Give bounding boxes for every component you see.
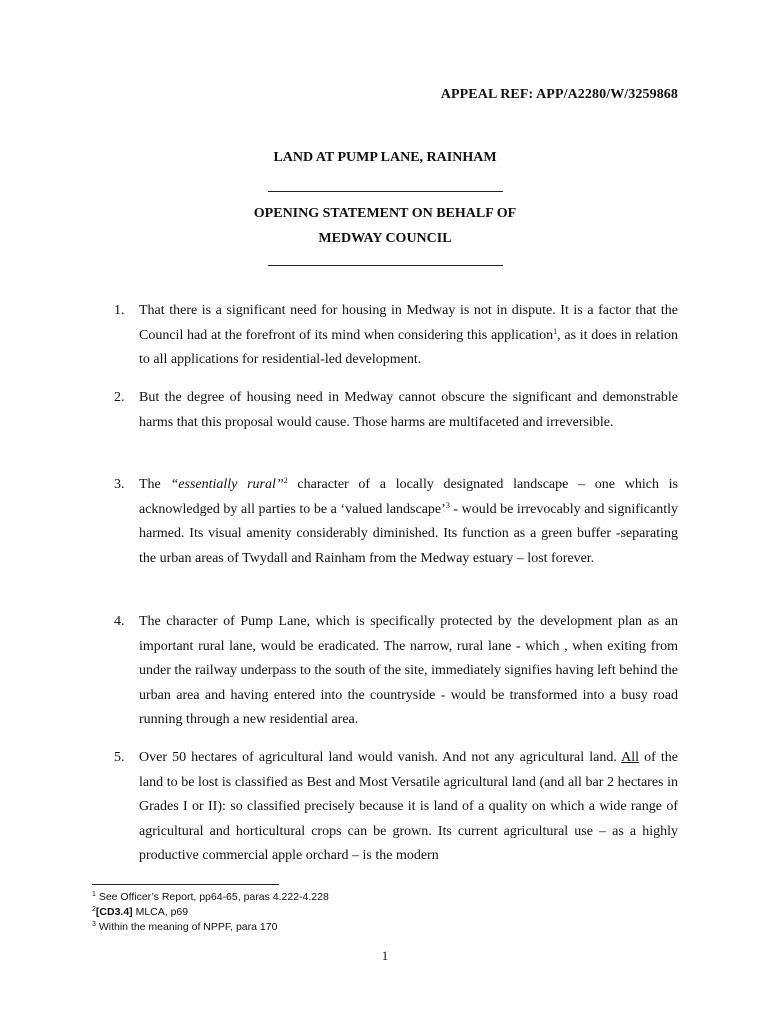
paragraph-2	[92, 386, 678, 435]
footnote-1: $^1$ See Officer’s Report, pp64-65, paras 4.222-4.228	[92, 891, 329, 903]
statement-title-line-2: MEDWAY COUNCIL	[318, 231, 452, 246]
statement-title-line-1: OPENING STATEMENT ON BEHALF OF	[253, 206, 517, 221]
paragraph-number: 3.	[114, 477, 125, 492]
page-number: 1	[381, 948, 389, 963]
footnote-3: $^3$ Within the meaning of NPPF, para 170	[92, 921, 278, 933]
footnote-ref: 1	[553, 326, 558, 336]
paragraph-3	[92, 473, 678, 571]
paragraph-text: But the degree of housing need in Medway cannot obscure the significant and demonstrable harms that this proposal would cause. Those harms are multifaceted and irreversible.	[139, 390, 678, 430]
site-title: LAND AT PUMP LANE, RAINHAM	[273, 150, 497, 165]
underlined-word: All	[621, 750, 640, 765]
paragraph-text: The “essentially rural”$^2$ character of a locally designated landscape – one which is acknowledged by all parties to be a ‘valued landscape’$^3$ - would be irrevocably and significantly harmed. Its visual amenity considerably diminished. Its function as a green buffer -separating the urban areas of Twydall and Rainham from the Medway estuary – lost forever.	[139, 476, 678, 566]
footnotes	[92, 890, 682, 935]
quoted-phrase: “essentially rural”	[170, 477, 284, 492]
title-divider-top	[268, 191, 503, 192]
footnote-2: $^2$[CD3.4] MLCA, p69	[92, 906, 189, 918]
paragraph-text: That there is a significant need for housing in Medway is not in dispute. It is a factor that the Council had at the forefront of its mind when considering this application$^1$, as it does in relation to all applications for residential-led development.	[139, 303, 678, 368]
paragraph-number: 4.	[114, 614, 125, 629]
paragraph-text: Over 50 hectares of agricultural land would vanish. And not any agricultural land. All of the land to be lost is classified as Best and Most Versatile agricultural land (and all bar 2 hectares in Grades I or II): so classified precisely because it is land of a quality on which a wide range of agricultural and horticultural crops can be grown. Its current agricultural use – as a highly productive commercial apple orchard – is the modern	[139, 750, 679, 864]
paragraph-text: The character of Pump Lane, which is specifically protected by the development plan as an important rural lane, would be eradicated. The narrow, rural lane - which , when exiting from under the railway underpass to the south of the site, immediately signifies having left behind the urban area and having entered into the countryside - would be transformed into a busy road running through a new residential area.	[139, 614, 678, 728]
appeal-reference: APPEAL REF: APP/A2280/W/3259868	[440, 87, 678, 102]
paragraph-number: 1.	[114, 303, 125, 318]
paragraph-5	[92, 746, 678, 869]
footnote-ref: 2	[283, 476, 288, 485]
footnote-ref: 3	[445, 500, 450, 510]
footnote-separator	[92, 884, 279, 885]
paragraph-number: 2.	[114, 390, 125, 405]
paragraph-number: 5.	[114, 750, 125, 765]
paragraph-4	[92, 610, 678, 733]
paragraph-1	[92, 299, 678, 373]
title-divider-bottom	[268, 265, 503, 266]
